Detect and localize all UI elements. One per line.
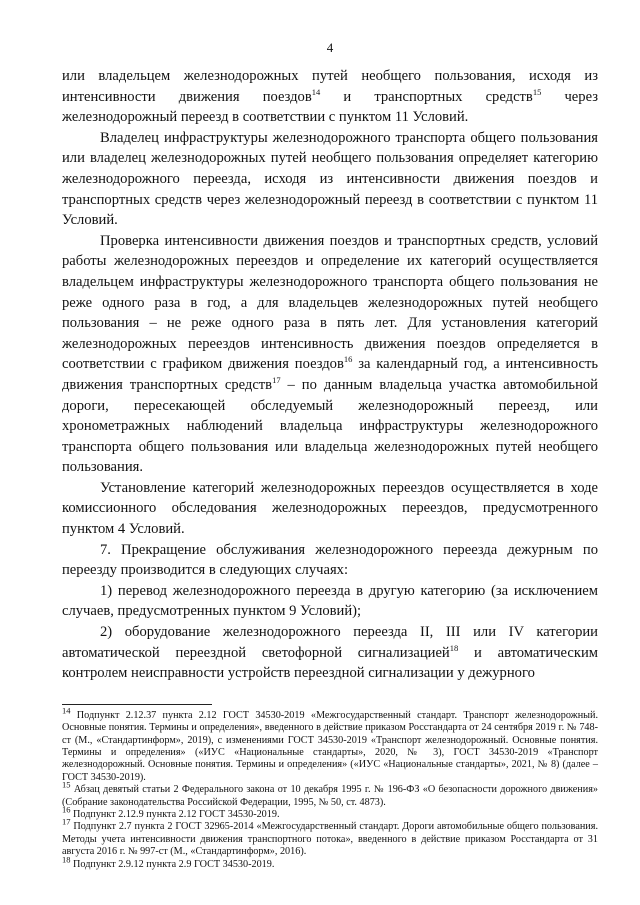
footnote-ref: 16 (343, 354, 353, 365)
footnote-ref: 14 (311, 86, 321, 97)
text-run: и транспортных средств (320, 88, 533, 105)
page-number: 4 (326, 40, 334, 55)
text-run: – по данным владельца участка автомобильной дороги, пересекающей обследуемый железнодорожный переезд, или хронометражных наблюдений владельца инфраструктуры железнодорожного транспорта общего пользования или владельца железнодорожных путей необщего пользования. (62, 376, 598, 476)
paragraph: Установление категорий железнодорожных переездов осуществляется в ходе комиссионного обследования железнодорожных переездов, предусмотренного пунктом 4 Условий. (62, 479, 598, 538)
footnote-text: Подпункт 2.9.12 пункта 2.9 ГОСТ 34530-2019. (70, 858, 275, 870)
paragraph (62, 66, 598, 128)
footnote (62, 854, 598, 871)
footnote-ref: 15 (532, 86, 542, 97)
footnote-ref: 18 (449, 642, 459, 653)
footnote-ref: 17 (272, 375, 281, 386)
footnote-mark: 14 (62, 705, 71, 716)
text-run: через железнодорожный переезд в соответствии с пунктом 11 Условий. (62, 88, 598, 126)
footnote-divider (62, 704, 212, 705)
footnote-mark: 18 (62, 854, 71, 865)
footnote-text: Абзац девятый статьи 2 Федерального закона от 10 декабря 1995 г. № 196-ФЗ «О безопасности дорожного движения» (Собрание законодательства Российской Федерации, 1995, № 50, ст. 4873). (62, 784, 598, 808)
text-run: 2) оборудование железнодорожного переезда II, III или IV категории автоматической переездной светофорной сигнализацией (62, 624, 598, 661)
text-run: Проверка интенсивности движения поездов и транспортных средств, условий работы железнодорожных переездов и определение их категорий осуществляется владельцем инфраструктуры железнодорожного транспорта общего пользования не реже одного раза в год, а для владельцев железнодорожных путей необщего пользования – не реже одного раза в пять лет. Для установления категорий железнодорожных переездов интенсивность движения поездов определяется в соответствии с графиком движения поездов (62, 232, 598, 373)
list-item (62, 622, 598, 684)
paragraph: Владелец инфраструктуры железнодорожного транспорта общего пользования или владелец железнодорожных путей необщего пользования определяет категорию железнодорожного переезда, исходя из интенсивности движения поездов и транспортных средств через железнодорожный переезд в соответствии с пунктом 11 Условий. (62, 129, 598, 229)
body-text (62, 66, 598, 684)
footnote-mark: 17 (62, 817, 71, 828)
footnote-text: Подпункт 2.12.37 пункта 2.12 ГОСТ 34530-2019 «Межгосударственный стандарт. Транспорт железнодорожный. Основные понятия. Термины и определения», введенного в действие приказом Росстандарта от 24 сентября 2019 г. № 748-ст (М., «Стандартинформ», 2019), с изменениями ГОСТ 34530-2019 «Транспорт железнодорожный. Основные понятия. Термины и определения» («ИУС «Национальные стандарты», 2020, № 3), ГОСТ 34530-2019 «Транспорт железнодорожный. Основные понятия. Термины и определения» («ИУС «Национальные стандарты», 2021, № 8) (далее – ГОСТ 34530-2019). (62, 709, 598, 783)
text-run: за календарный год, а интенсивность движения транспортных средств (62, 356, 598, 393)
footnote (62, 804, 598, 821)
footnote (62, 779, 598, 809)
footnote-mark: 15 (62, 779, 71, 790)
footnote (62, 705, 598, 784)
text-run: или владельцем железнодорожных путей необщего пользования, исходя из интенсивности движения поездов (62, 68, 598, 105)
footnote (62, 817, 598, 858)
footnote-text: Подпункт 2.7 пункта 2 ГОСТ 32965-2014 «Межгосударственный стандарт. Дороги автомобильные общего пользования. Методы учета интенсивности движения транспортного потока», введенного в действие приказом Росстандарта от 31 августа 2016 г. № 997-ст (М., «Стандартинформ», 2016). (62, 821, 598, 858)
footnote-text: Подпункт 2.12.9 пункта 2.12 ГОСТ 34530-2019. (70, 809, 280, 821)
paragraph: 7. Прекращение обслуживания железнодорожного переезда дежурным по переезду производится в следующих случаях: (62, 541, 598, 579)
footnote-mark: 16 (62, 804, 71, 815)
footnotes (62, 705, 598, 871)
paragraph (62, 231, 598, 478)
text-run: и автоматическим контролем неисправности устройств переездной сигнализации у дежурного (62, 644, 599, 682)
list-item: 1) перевод железнодорожного переезда в другую категорию (за исключением случаев, предусмотренных пунктом 9 Условий); (62, 582, 598, 620)
